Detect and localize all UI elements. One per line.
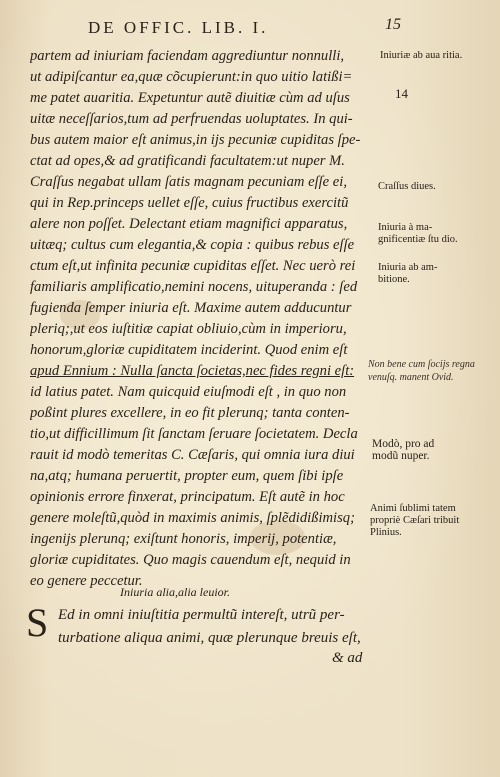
margin-number: 14 <box>395 86 408 101</box>
running-header: DE OFFIC. LIB. I. <box>88 18 269 37</box>
text-line: fugienda ſemper iniuria eſt. Maxime autem adducuntur <box>30 300 352 316</box>
margin-note: Craſſus diues. <box>378 181 436 192</box>
text-line: gloriæ cupiditates. Quo magis cauendum eſt, nequid in <box>30 552 351 568</box>
text-line: id latius patet. Nam quicquid eiuſmodi eſt , in quo non <box>30 384 347 400</box>
text-line: ingenijs plerunq; exiſtunt honoris, imperij, potentiæ, <box>30 531 337 547</box>
text-line: uitæq; cultus cum elegantia,& copia : quibus rebus eſſe <box>30 237 355 253</box>
text-line: ctum eſt,ut infinita pecuniæ cupiditas eſſet. Nec uerò rei <box>30 258 356 274</box>
text-line: genere moleſtũ,quòd in maximis animis, ſplẽdidißimisq; <box>30 510 355 526</box>
text-line-underlined-quote: apud Ennium : Nulla ſancta ſocietas,nec fides regni eſt: <box>30 363 355 379</box>
margin-note: Animi ſublimi tatem propriè Cæſari tribuit Plinius. <box>370 503 460 538</box>
main-text <box>30 46 375 592</box>
page-number: 15 <box>385 16 401 33</box>
text-line: pleriq;,ut eos iuſtitiæ capiat obliuio,cùm in imperioru, <box>30 321 347 337</box>
text-line: partem ad iniuriam faciendam aggrediuntur nonnulli, <box>30 48 345 64</box>
text-line: opinionis errore finxerat, principatum. Eſt autẽ in hoc <box>30 489 345 505</box>
text-line: turbatione aliqua animi, quæ plerunque breuis eſt, <box>58 630 361 646</box>
text-line: tio,ut difficillimum ſit ſanctam ſeruare ſocietatem. Decla <box>30 426 358 442</box>
text-line: uitæ neceſſarios,tum ad perfruendas uoluptates. In qui- <box>30 111 353 127</box>
text-line: Craſſus negabat ullam ſatis magnam pecuniam eſſe ei, <box>30 174 347 190</box>
handwritten-annotation: Non bene cum ſocijs regna venuſq. manent Ovid. <box>368 359 475 383</box>
text-line: qui in Rep.princeps uellet eſſe, cuius fructibus exercitũ <box>30 195 349 211</box>
text-line: ut adipiſcantur ea,quæ cõcupierunt:in quo uitio latißi= <box>30 69 353 85</box>
text-line: Ed in omni iniuſtitia permultũ intereſt, utrũ per- <box>58 607 345 623</box>
text-line: bus autem maior eſt animus,in ijs pecuniæ cupiditas ſpe- <box>30 132 361 148</box>
section-text <box>58 604 378 650</box>
margin-note: Iniuriæ ab aua ritia. <box>380 50 463 61</box>
margin-note: Iniuria à ma- gnificentiæ ſtu dio. <box>378 222 458 245</box>
text-line: me patet auaritia. Expetuntur autẽ diuitiæ cùm ad uſus <box>30 90 350 106</box>
text-line: ctat ad opes,& ad gratificandi facultatem:ut nuper M. <box>30 153 345 169</box>
margin-note: Iniuria ab am- bitione. <box>378 262 438 285</box>
text-line: honorum,gloriæ cupiditatem inciderint. Quod enim eſt <box>30 342 348 358</box>
catchword: & ad <box>332 650 363 666</box>
text-line: familiaris amplificatio,nemini nocens, uituperanda : ſed <box>30 279 358 295</box>
text-line: poßint plures excellere, in eo fit plerunq; tanta conten- <box>30 405 350 421</box>
text-line: rauit id modò temeritas C. Cæſaris, qui omnia iura diui <box>30 447 355 463</box>
text-line: na,atq; humana peruertit, propter eum, quem ſibi ipſe <box>30 468 344 484</box>
drop-cap: S <box>26 600 49 645</box>
text-line: alere non poſſet. Delectant etiam magnifici apparatus, <box>30 216 348 232</box>
margin-note: Modò, pro ad modũ nuper. <box>372 438 435 462</box>
section-subheading: Iniuria alia,alia leuior. <box>120 585 231 599</box>
text-line: eo genere peccetur. <box>30 573 143 589</box>
